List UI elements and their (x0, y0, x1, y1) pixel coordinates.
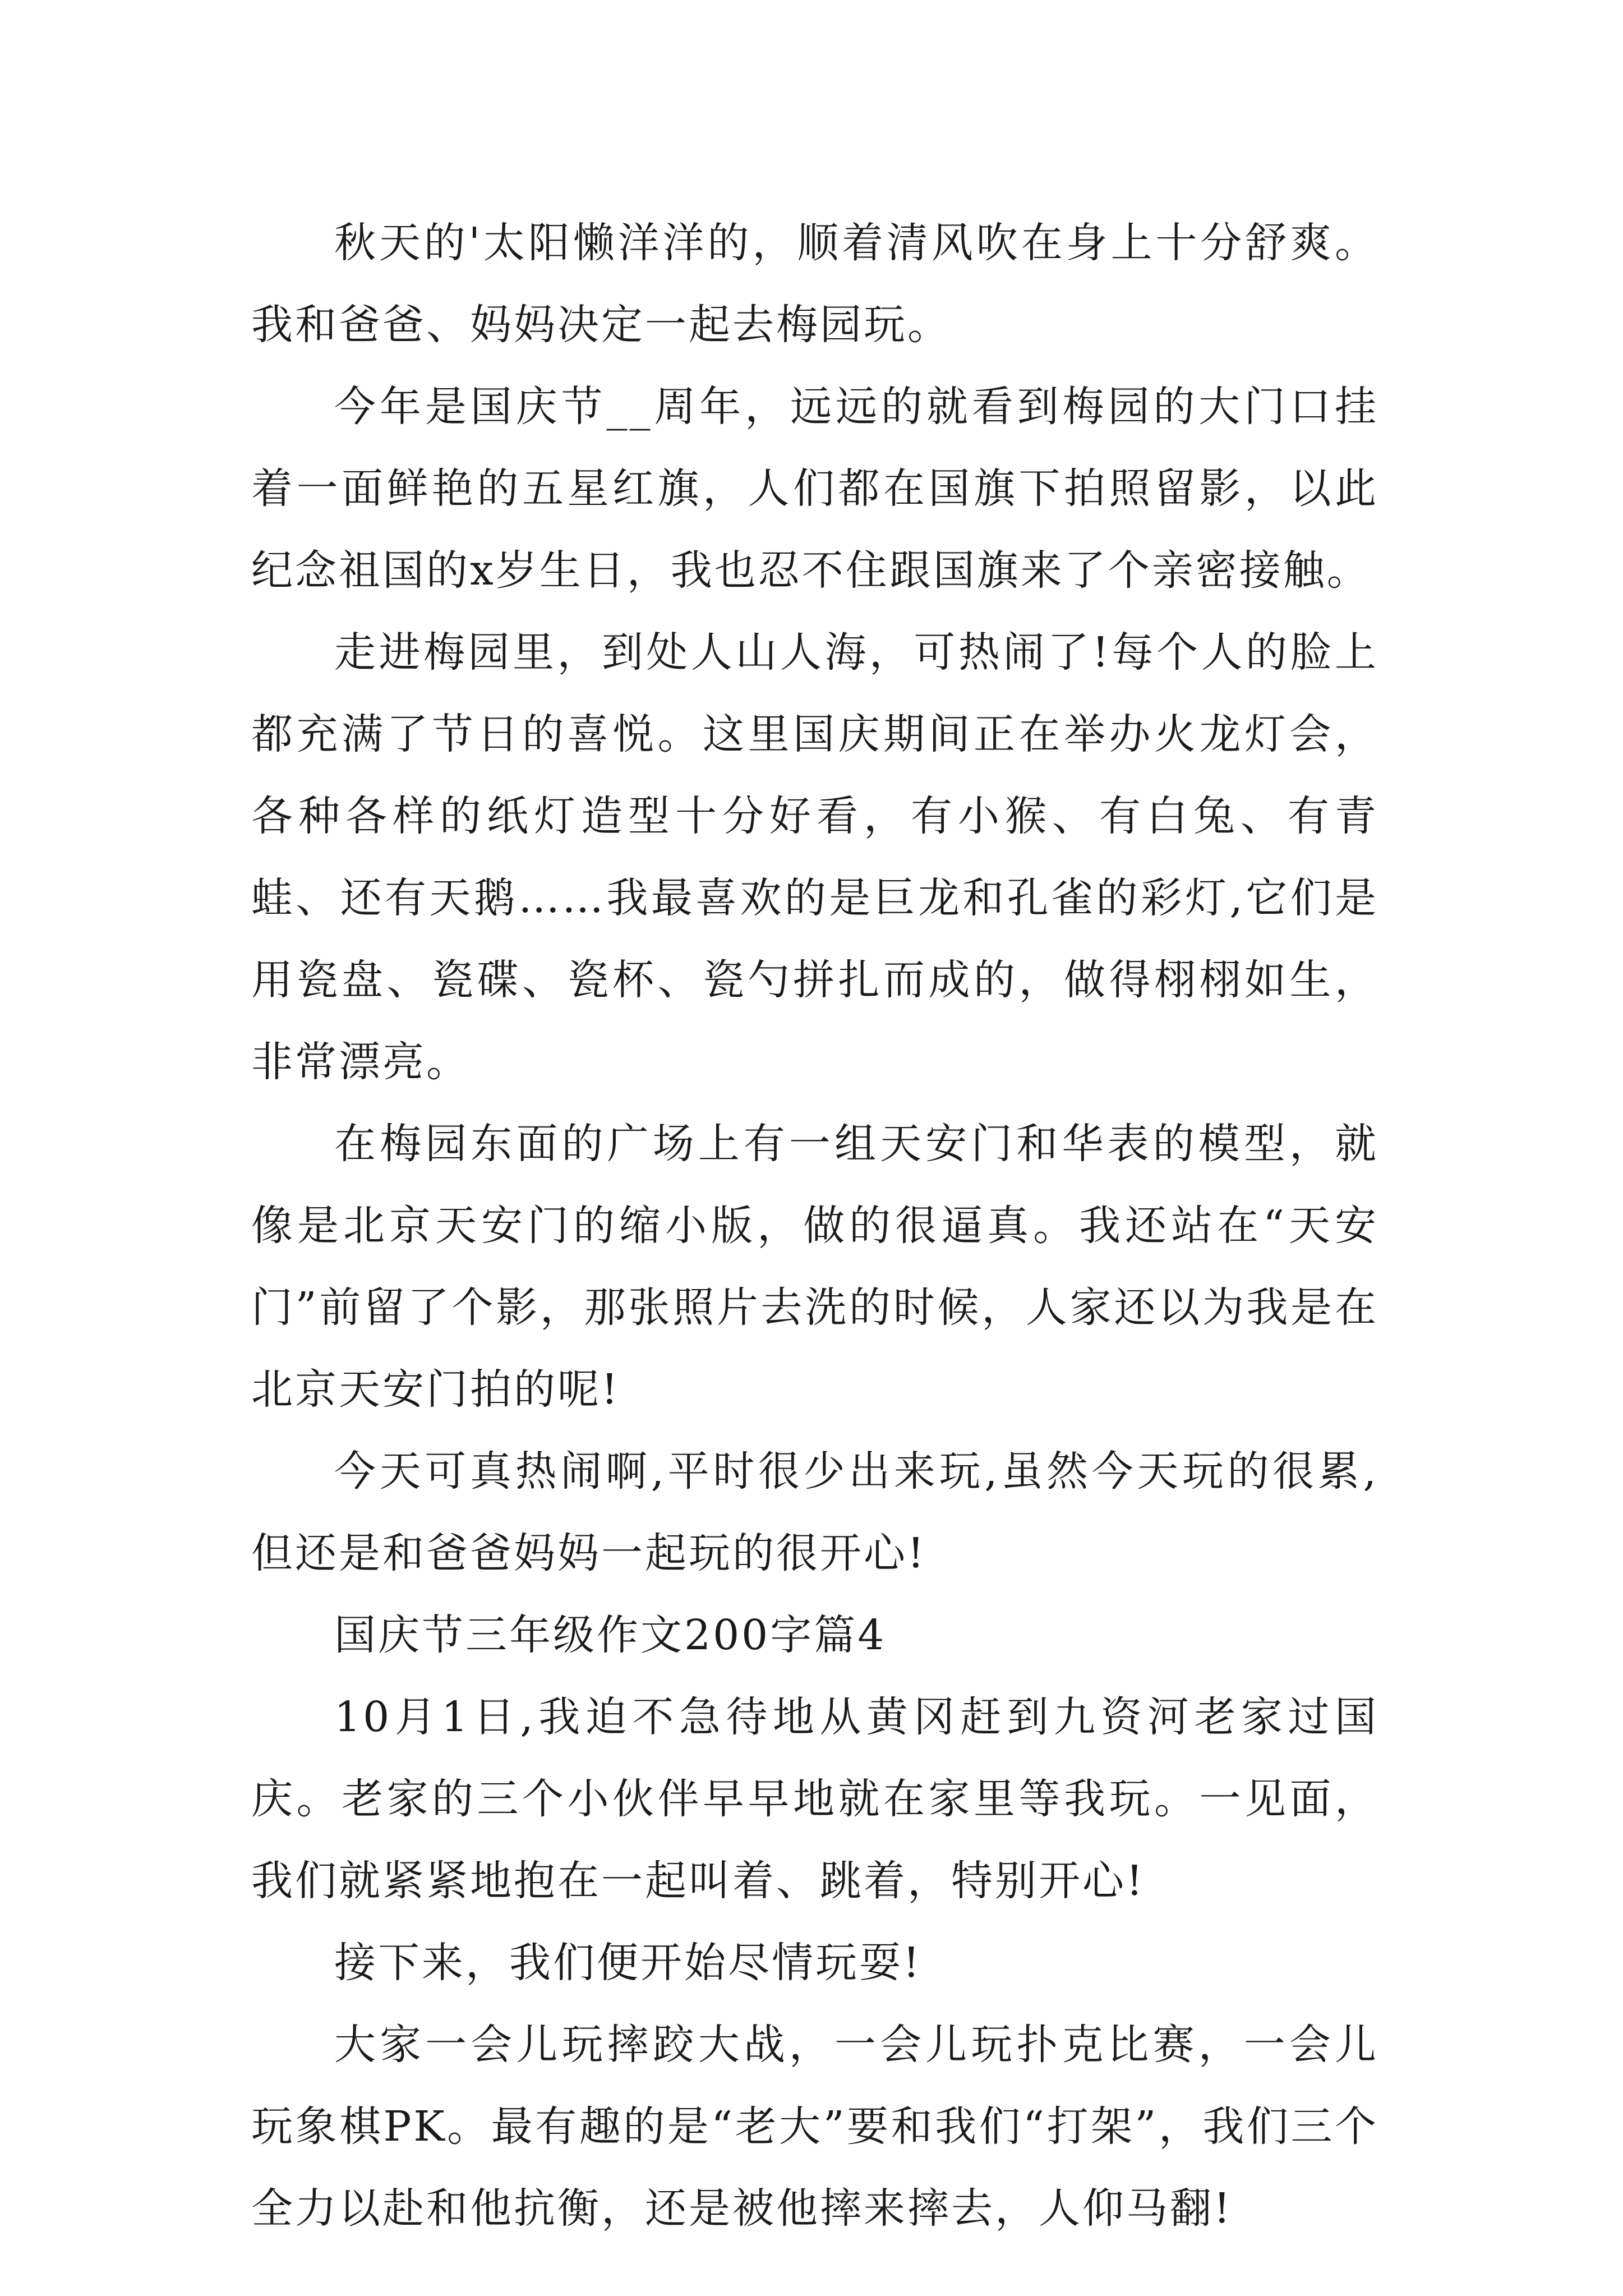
paragraph-7: 接下来，我们便开始尽情玩耍! (334, 1939, 922, 1987)
paragraph-6: 10月1日,我迫不急待地从黄冈赶到九资河老家过国庆。老家的三个小伙伴早早地就在家里等我玩。一见面，我们就紧紧地抱在一起叫着、跳着，特别开心! (251, 1693, 1378, 1905)
section-heading: 国庆节三年级作文200字篇4 (334, 1611, 887, 1659)
paragraph-2: 今年是国庆节__周年，远远的就看到梅园的大门口挂着一面鲜艳的五星红旗，人们都在国旗下拍照留影，以此纪念祖国的x岁生日，我也忍不住跟国旗来了个亲密接触。 (251, 383, 1378, 595)
paragraph-4: 在梅园东面的广场上有一组天安门和华表的模型，就像是北京天安门的缩小版，做的很逼真。我还站在“天安门”前留了个影，那张照片去洗的时候，人家还以为我是在北京天安门拍的呢! (251, 1120, 1378, 1414)
paragraph-5: 今天可真热闹啊,平时很少出来玩,虽然今天玩的很累,但还是和爸爸妈妈一起玩的很开心! (251, 1447, 1378, 1577)
paragraph-1: 秋天的'太阳懒洋洋的，顺着清风吹在身上十分舒爽。我和爸爸、妈妈决定一起去梅园玩。 (251, 219, 1378, 349)
paragraph-3: 走进梅园里，到处人山人海，可热闹了!每个人的脸上都充满了节日的喜悦。这里国庆期间正在举办火龙灯会，各种各样的纸灯造型十分好看，有小猴、有白兔、有青蛙、还有天鹅……我最喜欢的是巨龙和孔雀的彩灯,它们是用瓷盘、瓷碟、瓷杯、瓷勺拼扎而成的，做得栩栩如生，非常漂亮。 (251, 628, 1378, 1086)
document-body (251, 202, 1378, 2249)
paragraph-8: 大家一会儿玩摔跤大战，一会儿玩扑克比赛，一会儿玩象棋PK。最有趣的是“老大”要和我们“打架”，我们三个全力以赴和他抗衡，还是被他摔来摔去，人仰马翻! (251, 2021, 1378, 2233)
